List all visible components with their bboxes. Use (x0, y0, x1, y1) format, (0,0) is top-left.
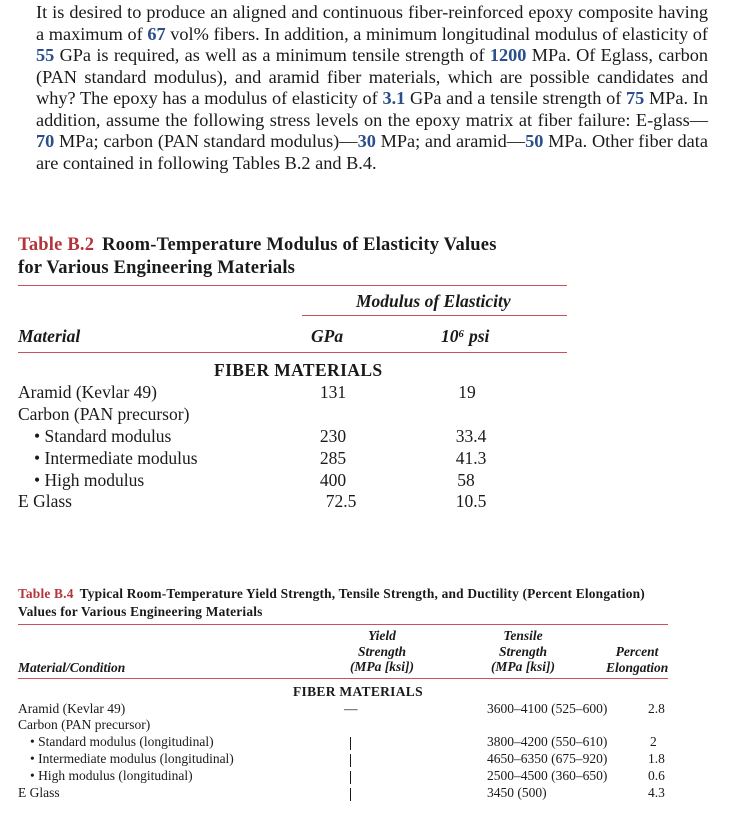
table-b2-col-gpa: GPa (311, 326, 344, 346)
table-b4-top-rule (18, 624, 668, 625)
table-b4-label: Table B.4 (18, 586, 74, 601)
table-b2-group-header: Modulus of Elasticity (356, 291, 511, 311)
table-b2-gpa: 230 (319, 426, 347, 446)
table-b2-psi: 19 (458, 382, 476, 402)
table-b4-section-fiber: FIBER MATERIALS (293, 684, 423, 699)
table-b4-col-yield: Yield Strength (MPa [ksi]) (349, 628, 415, 674)
table-b2-material: E Glass (18, 491, 72, 511)
table-b2-title-line2: for Various Engineering Materials (18, 258, 296, 278)
table-b4-elong: 2.8 (648, 701, 665, 716)
table-b4-tensile: 3800–4200 (550–610) (487, 734, 608, 749)
table-b2-material: Aramid (Kevlar 49) (18, 382, 157, 402)
table-b2-gpa: 285 (319, 448, 347, 468)
table-b2-material: • Standard modulus (34, 426, 172, 446)
table-b2-label: Table B.2 (18, 235, 95, 255)
table-b4-header-rule (18, 678, 668, 679)
table-b4-title: Typical Room-Temperature Yield Strength, Tensile Strength, and Ductility (Percent Elongation) Values for Various Engineering Materials (18, 586, 645, 619)
table-b4-col-material: Material/Condition (18, 660, 126, 675)
table-b4-col-elong: Percent Elongation (606, 644, 669, 675)
table-b4-tensile: 3450 (500) (487, 785, 547, 800)
table-b2-psi: 58 (457, 470, 475, 490)
fiber-vol-value: 67 (147, 23, 166, 44)
table-b4-tensile: 4650–6350 (675–920) (487, 751, 608, 766)
table-b2-caption (18, 234, 578, 280)
table-b2-group-rule (302, 315, 567, 316)
table-b4-material: • Intermediate modulus (longitudinal) (30, 751, 234, 766)
table-b2-material: Carbon (PAN precursor) (18, 404, 190, 424)
aramid-stress-value: 50 (525, 131, 544, 151)
table-b2-section-fiber: FIBER MATERIALS (214, 360, 383, 380)
table-b2-col-psi: 10⁶ psi (441, 326, 490, 346)
table-b4-material: Aramid (Kevlar 49) (18, 701, 126, 716)
table-b4-yield-bar (350, 788, 351, 801)
table-b2-title-line1: Room-Temperature Modulus of Elasticity Values (102, 235, 497, 255)
table-b2-material: • Intermediate modulus (34, 448, 198, 468)
table-b4-elong: 0.6 (648, 768, 665, 783)
table-b4-col-tensile: Tensile Strength (MPa [ksi]) (490, 628, 556, 674)
eglass-stress-value: 70 (36, 131, 55, 151)
tensile-min-value: 1200 (489, 45, 527, 65)
table-b4-caption (18, 585, 668, 621)
table-b4-material: Carbon (PAN precursor) (18, 717, 151, 732)
table-b2-psi: 33.4 (455, 426, 487, 446)
table-b4-elong: 1.8 (648, 751, 665, 766)
table-b4-yield-bar (350, 754, 351, 767)
table-b4-elong: 2 (650, 734, 657, 749)
table-b2-gpa: 131 (319, 382, 347, 402)
table-b4-material: • High modulus (longitudinal) (30, 768, 193, 783)
epoxy-modulus-value: 3.1 (382, 88, 406, 108)
table-b4-yield-bar (350, 737, 351, 750)
table-b2-header-rule (18, 352, 567, 353)
modulus-min-value: 55 (36, 45, 55, 65)
epoxy-tensile-value: 75 (625, 88, 645, 108)
table-b2-col-material: Material (18, 326, 81, 346)
table-b4-elong: 4.3 (648, 785, 665, 800)
table-b4-material: E Glass (18, 785, 60, 800)
table-b4-material: • Standard modulus (longitudinal) (30, 734, 214, 749)
table-b2-psi: 10.5 (455, 491, 487, 511)
carbon-stress-value: 30 (357, 131, 376, 151)
table-b4-tensile: 3600–4100 (525–600) (487, 701, 608, 716)
table-b2-psi: 41.3 (455, 448, 487, 468)
table-b4-tensile: 2500–4500 (360–650) (487, 768, 608, 783)
table-b2-top-rule (18, 285, 567, 286)
table-b2-material: • High modulus (34, 470, 145, 490)
table-b2-gpa: 72.5 (325, 491, 357, 511)
table-b4-yield-bar (350, 771, 351, 784)
table-b2-gpa: 400 (319, 470, 347, 490)
table-b4-yield: — (344, 701, 358, 716)
problem-statement: It is desired to produce an aligned and continuous fiber-reinforced epoxy composite having a maximum of 67 vol% fibers. In addition, a minimum longitudinal modulus of elasticity of 55 GPa is required, as well as a minimum tensile strength of 1200 MPa. Of Eglass, carbon (PAN standard modulus), and aramid fiber materials, which are possible candidates and why? The epoxy has a modulus of elasticity of 3.1 GPa and a tensile strength of 75 MPa. In addition, assume the following stress levels on the epoxy matrix at fiber failure: E-glass—70 MPa; carbon (PAN standard modulus)—30 MPa; and aramid—50 MPa. Other fiber data are contained in following Tables B.2 and B.4. (36, 2, 709, 173)
